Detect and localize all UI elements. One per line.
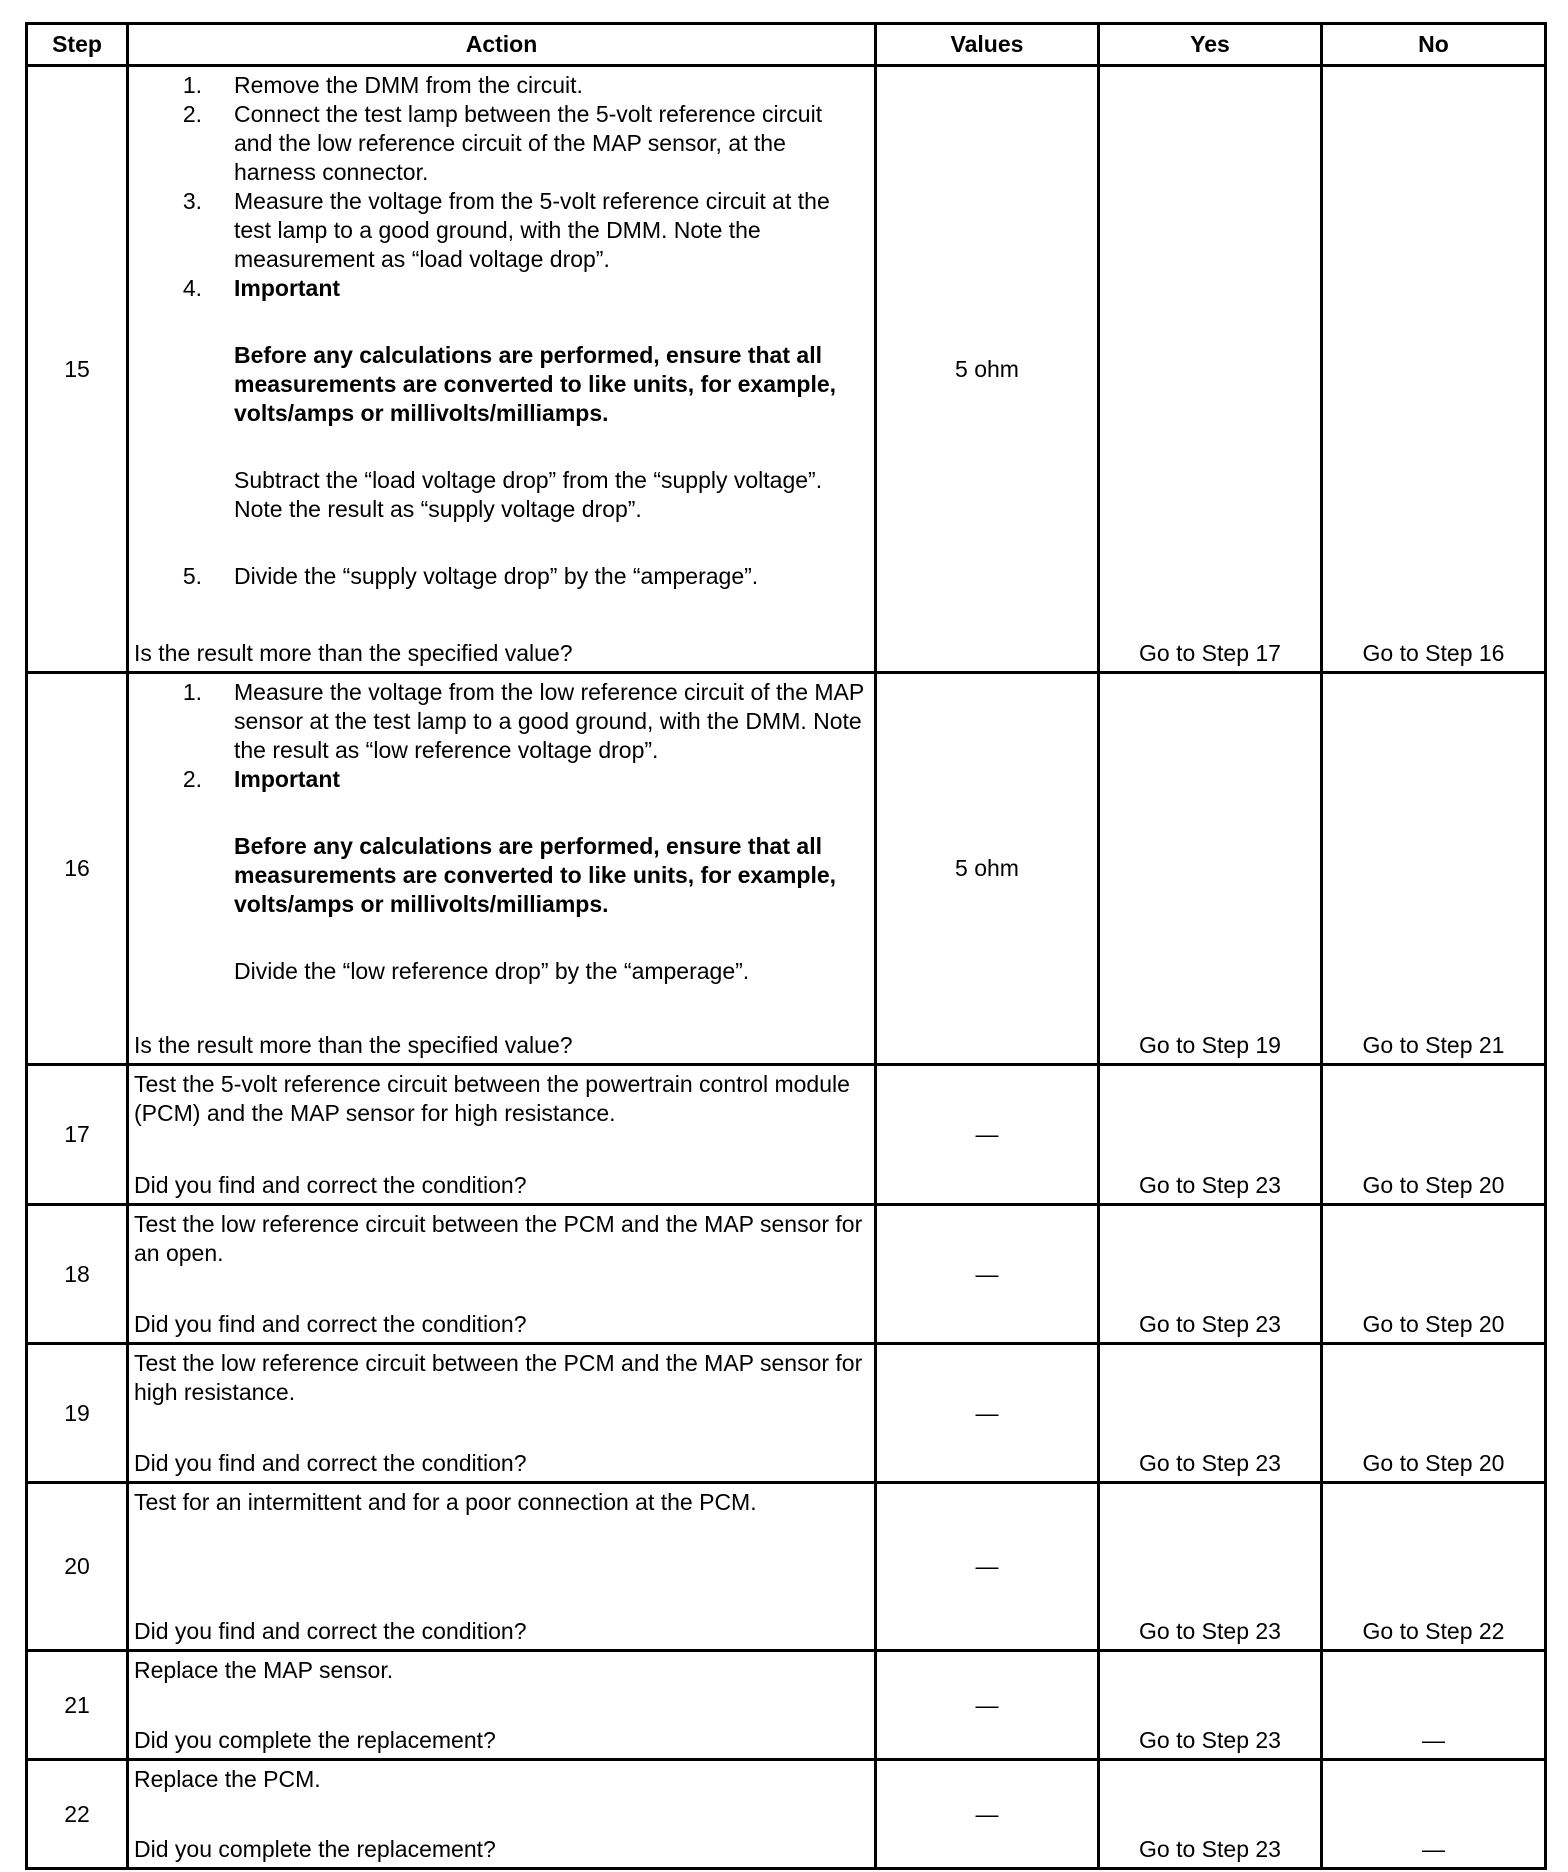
header-row	[27, 24, 1546, 66]
value-cell: —	[876, 1065, 1099, 1205]
step-number: 17	[27, 1065, 128, 1205]
action-text: Test the low reference circuit between the PCM and the MAP sensor for high resistance.	[134, 1350, 863, 1405]
no-cell: Go to Step 20	[1322, 1065, 1546, 1205]
yes-cell: Go to Step 23	[1099, 1483, 1322, 1651]
action-text: Test the low reference circuit between the PCM and the MAP sensor for an open.	[134, 1211, 863, 1266]
values-header: Values	[876, 24, 1099, 66]
table-row	[27, 1483, 1546, 1651]
question-text: Did you find and correct the condition?	[134, 1311, 527, 1337]
step-number: 20	[27, 1483, 128, 1651]
yes-cell: Go to Step 23	[1099, 1205, 1322, 1344]
action-text: Test for an intermittent and for a poor connection at the PCM.	[134, 1489, 757, 1515]
list-item: 1. Measure the voltage from the low reference circuit of the MAP sensor at the test lamp to a good ground, with the DMM. Note the result as “low reference voltage drop”.	[182, 679, 864, 763]
table-row	[27, 673, 1546, 1065]
question-text: Did you complete the replacement?	[134, 1836, 496, 1862]
action-cell	[128, 1651, 876, 1760]
value-cell: 5 ohm	[876, 673, 1099, 1065]
list-item: 3. Measure the voltage from the 5-volt reference circuit at the test lamp to a good ground, with the DMM. Note the measurement as “load voltage drop”.	[182, 188, 830, 272]
action-cell	[128, 1205, 876, 1344]
step-number: 19	[27, 1344, 128, 1483]
action-text: Test the 5-volt reference circuit between the powertrain control module (PCM) and the MAP sensor for high resistance.	[134, 1071, 850, 1126]
yes-cell: Go to Step 23	[1099, 1344, 1322, 1483]
table-row	[27, 1065, 1546, 1205]
step-header: Step	[27, 24, 128, 66]
no-cell: Go to Step 16	[1322, 66, 1546, 673]
yes-cell: Go to Step 23	[1099, 1760, 1322, 1869]
no-header: No	[1322, 24, 1546, 66]
yes-cell: Go to Step 23	[1099, 1065, 1322, 1205]
yes-cell: Go to Step 23	[1099, 1651, 1322, 1760]
action-cell	[128, 66, 876, 673]
no-cell: —	[1322, 1651, 1546, 1760]
question-text: Did you find and correct the condition?	[134, 1172, 527, 1198]
action-text: Replace the MAP sensor.	[134, 1657, 394, 1683]
step-number: 21	[27, 1651, 128, 1760]
question-text: Did you find and correct the condition?	[134, 1618, 527, 1644]
instruction-note: Subtract the “load voltage drop” from the “supply voltage”. Note the result as “supply voltage drop”.	[234, 467, 823, 522]
important-note: Before any calculations are performed, ensure that all measurements are converted to like units, for example, volts/amps or millivolts/milliamps.	[234, 342, 837, 426]
value-cell: —	[876, 1344, 1099, 1483]
yes-header: Yes	[1099, 24, 1322, 66]
action-header: Action	[128, 24, 876, 66]
step-number: 22	[27, 1760, 128, 1869]
action-text: Replace the PCM.	[134, 1766, 321, 1792]
step-number: 15	[27, 66, 128, 673]
action-cell	[128, 1344, 876, 1483]
table-row	[27, 1205, 1546, 1344]
list-item: 1. Remove the DMM from the circuit.	[182, 72, 583, 98]
value-cell: 5 ohm	[876, 66, 1099, 673]
question-text: Is the result more than the specified value?	[134, 640, 573, 666]
question-text: Is the result more than the specified value?	[134, 1032, 573, 1058]
action-cell	[128, 673, 876, 1065]
table-row	[27, 1344, 1546, 1483]
value-cell: —	[876, 1651, 1099, 1760]
action-cell	[128, 1483, 876, 1651]
no-cell: Go to Step 20	[1322, 1205, 1546, 1344]
important-note: Before any calculations are performed, ensure that all measurements are converted to like units, for example, volts/amps or millivolts/milliamps.	[234, 833, 837, 917]
question-text: Did you find and correct the condition?	[134, 1450, 527, 1476]
action-cell	[128, 1065, 876, 1205]
yes-cell: Go to Step 19	[1099, 673, 1322, 1065]
table-row	[27, 1760, 1546, 1869]
no-cell: Go to Step 20	[1322, 1344, 1546, 1483]
table-row	[27, 66, 1546, 673]
step-number: 16	[27, 673, 128, 1065]
no-cell: Go to Step 22	[1322, 1483, 1546, 1651]
question-text: Did you complete the replacement?	[134, 1727, 496, 1753]
step-number: 18	[27, 1205, 128, 1344]
action-cell	[128, 1760, 876, 1869]
list-item: 2. Connect the test lamp between the 5-volt reference circuit and the low reference circuit of the MAP sensor, at the harness connector.	[182, 101, 823, 185]
diagnostic-table	[25, 22, 1547, 1870]
value-cell: —	[876, 1205, 1099, 1344]
list-item: 2. Important	[182, 766, 341, 792]
instruction-note: Divide the “low reference drop” by the “amperage”.	[234, 958, 750, 984]
list-item: 5. Divide the “supply voltage drop” by the “amperage”.	[182, 563, 759, 589]
table-row	[27, 1651, 1546, 1760]
no-cell: —	[1322, 1760, 1546, 1869]
no-cell: Go to Step 21	[1322, 673, 1546, 1065]
value-cell: —	[876, 1483, 1099, 1651]
list-item: 4. Important	[182, 275, 341, 301]
yes-cell: Go to Step 17	[1099, 66, 1322, 673]
value-cell: —	[876, 1760, 1099, 1869]
